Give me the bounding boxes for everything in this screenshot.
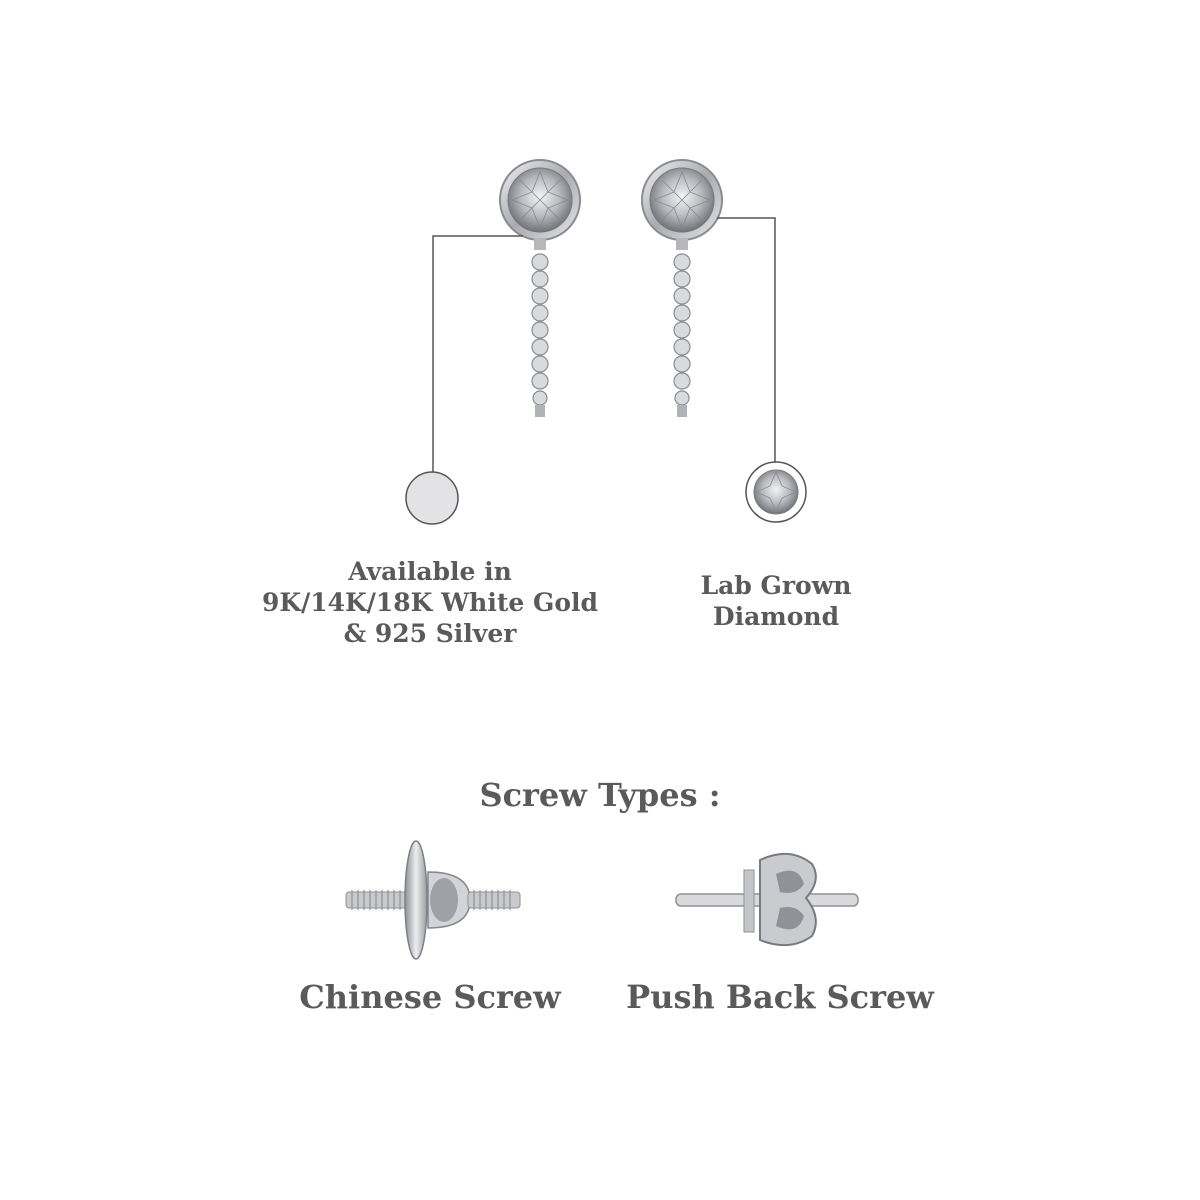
stone-callout-line bbox=[717, 218, 775, 462]
metal-swatch-icon bbox=[406, 472, 458, 524]
chinese-screw-icon bbox=[346, 841, 520, 959]
metal-callout-line bbox=[433, 236, 523, 472]
left-earring-icon bbox=[500, 160, 580, 417]
stone-caption-line-2: Diamond bbox=[712, 602, 840, 631]
right-earring-icon bbox=[642, 160, 722, 417]
metal-caption-line-2: 9K/14K/18K White Gold bbox=[261, 588, 599, 617]
stone-type-caption bbox=[676, 570, 876, 632]
push-back-screw-label: Push Back Screw bbox=[626, 978, 934, 1016]
metal-caption-line-3: & 925 Silver bbox=[343, 619, 517, 648]
metal-caption-line-1: Available in bbox=[348, 557, 512, 586]
metal-availability-caption bbox=[230, 556, 630, 649]
push-back-screw-icon bbox=[676, 854, 858, 945]
chinese-screw-label: Chinese Screw bbox=[299, 978, 561, 1016]
stone-caption-line-1: Lab Grown bbox=[700, 571, 852, 600]
screw-types-heading: Screw Types : bbox=[479, 776, 721, 814]
diamond-swatch-icon bbox=[746, 462, 806, 522]
